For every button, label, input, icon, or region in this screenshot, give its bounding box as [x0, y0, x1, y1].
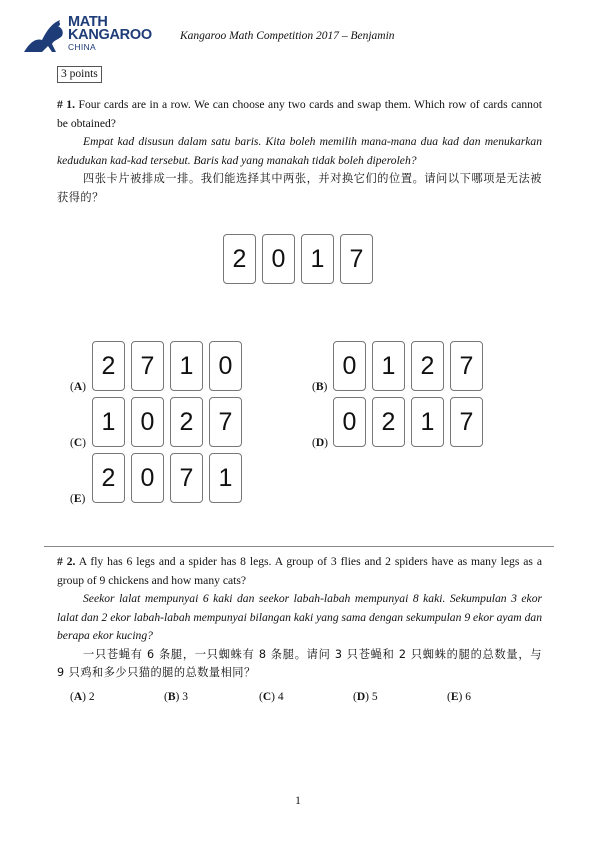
option-e-label[interactable]: (E): [70, 493, 86, 505]
section-divider: [44, 546, 554, 547]
option-e-card-4: 1: [209, 453, 242, 503]
question-1: [57, 96, 542, 207]
option-d-card-3: 1: [411, 397, 444, 447]
question-2-malay: Seekor lalat mempunyai 6 kaki dan seekor labah-labah mempunyai 8 kaki. Sekumpulan 3 ekor lalat dan 2 ekor labah-labah mempunyai bilangan kaki yang sama dengan sekumpulan 9 ekor ayam dan berapa ekor kucing?: [57, 592, 542, 642]
logo-line-kangaroo: KANGAROO: [68, 27, 152, 43]
question-1-english: [57, 96, 542, 133]
question-2-chinese: 一只苍蝇有 6 条腿，一只蜘蛛有 8 条腿。请问 3 只苍蝇和 2 只蜘蛛的腿的总数量，与 9 只鸡和多少只猫的腿的总数量相同？: [57, 647, 542, 679]
option-a-label[interactable]: (A): [70, 381, 86, 393]
question-1-number: # 1.: [57, 98, 75, 111]
initial-card-1: 2: [223, 234, 256, 284]
question-2-english: [57, 553, 542, 590]
option-e-card-2: 0: [131, 453, 164, 503]
option-c-card-1: 1: [92, 397, 125, 447]
option-a-card-1: 2: [92, 341, 125, 391]
answer-c[interactable]: (C) 4: [259, 691, 284, 703]
option-d-card-4: 7: [450, 397, 483, 447]
option-a-card-4: 0: [209, 341, 242, 391]
answer-b[interactable]: (B) 3: [164, 691, 188, 703]
option-a-card-3: 1: [170, 341, 203, 391]
question-1-malay: Empat kad disusun dalam satu baris. Kita boleh memilih mana-mana dua kad dan menukarkan kedudukan kad-kad tersebut. Baris kad yang manakah tidak boleh diperoleh?: [57, 135, 542, 167]
question-1-chinese: 四张卡片被排成一排。我们能选择其中两张，并对换它们的位置。请问以下哪项是无法被获得的？: [57, 172, 542, 204]
question-2-number: # 2.: [57, 555, 76, 568]
points-badge: 3 points: [57, 66, 102, 83]
option-d-label[interactable]: (D): [312, 437, 328, 449]
answer-d[interactable]: (D) 5: [353, 691, 378, 703]
option-c-label[interactable]: (C): [70, 437, 86, 449]
logo-line-china: CHINA: [68, 42, 96, 52]
option-b-card-1: 0: [333, 341, 366, 391]
question-2-english-text: A fly has 6 legs and a spider has 8 legs. A group of 3 flies and 2 spiders have as many legs as a group of 9 chickens and how many cats?: [57, 555, 542, 587]
question-1-english-text: Four cards are in a row. We can choose any two cards and swap them. Which row of cards cannot be obtained?: [57, 98, 542, 130]
option-c-card-2: 0: [131, 397, 164, 447]
option-b-label[interactable]: (B): [312, 381, 328, 393]
initial-card-2: 0: [262, 234, 295, 284]
header-title: Kangaroo Math Competition 2017 – Benjamin: [180, 30, 395, 42]
option-e-card-1: 2: [92, 453, 125, 503]
option-e-card-3: 7: [170, 453, 203, 503]
logo-text: [68, 16, 152, 52]
option-c-card-3: 2: [170, 397, 203, 447]
option-b-card-3: 2: [411, 341, 444, 391]
option-a-card-2: 7: [131, 341, 164, 391]
option-d-card-1: 0: [333, 397, 366, 447]
logo-line-math: MATH: [68, 14, 108, 30]
initial-card-4: 7: [340, 234, 373, 284]
option-b-card-2: 1: [372, 341, 405, 391]
initial-card-3: 1: [301, 234, 334, 284]
page-number: 1: [295, 795, 301, 807]
option-c-card-4: 7: [209, 397, 242, 447]
answer-e[interactable]: (E) 6: [447, 691, 471, 703]
answer-a[interactable]: (A) 2: [70, 691, 95, 703]
option-d-card-2: 2: [372, 397, 405, 447]
option-b-card-4: 7: [450, 341, 483, 391]
question-2: [57, 553, 542, 683]
